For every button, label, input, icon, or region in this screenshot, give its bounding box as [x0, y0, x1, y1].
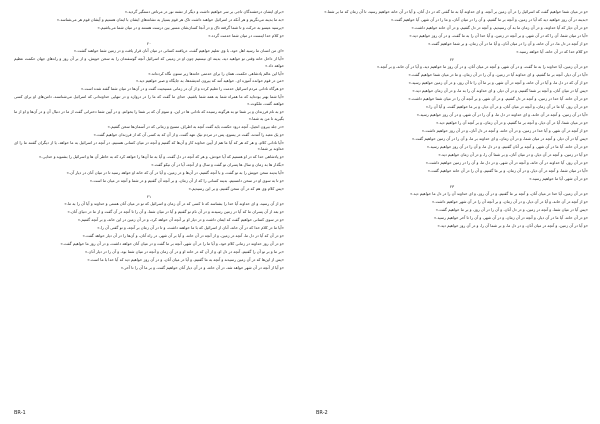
paragraph: «آیا نادانی کلام، و هر که هر که آیا ما هم از آیین خداوند کار و آن‌ها که گفتیم و آنچه در میان کسانی هستیم، در آنچه در اسرائیل به ما خواهد، یا از دیگران گفتند ما را ای خداوند بر شما.»	[14, 139, 284, 152]
verse-number: ۲۱	[146, 194, 152, 200]
paragraph: «من در قوم خوانده آموزه ای. خواهید آمد که بیرون اندیشه‌ها، به جایگاه و صبر خواهیم دید.»	[135, 78, 284, 84]
verse-number: ۲۲	[449, 56, 455, 62]
paragraph: «و در آن روز، آیا خداوند در آن خانه، و آنچه در آن شهر، و در دل ما، و آن را در زمین خواهیم داشت.»	[425, 159, 588, 165]
verse-number: ۲۳	[449, 183, 455, 189]
paragraph: «و در آن زمین، آیا خداوند را به ما گفت، و در آن شهر، و آنچه در میان آنان، و در آن روز ما خواهیم دید، و آیا در آن خانه، و بر آنچه.»	[376, 63, 588, 69]
paragraph: «آیا در میان شما، و آنچه در آن دیار، و در آن زمان، و بر ما گفتیم، و آن را در آن خانه خواهیم گفت.»	[427, 167, 588, 173]
paragraph: «و از آنچه در دل ما، در آن خانه، و آن را در میان آنان، و آیا ما در آن زمان، و بر شما خواهیم گفت.»	[428, 40, 588, 46]
paragraph: «آیا در میان شما، آن را که در آن شهر، و بر آنچه در زمین، و آیا خدا آن را به ما گفت، و در آن روز خواهیم دید.»	[409, 32, 588, 38]
paragraph: «پس آیا در میان آنان، و آنچه بر شما گفتیم، و در آن دیار، و ای خداوند آن را به ما، و در آن زمان خواهیم دید.»	[412, 87, 588, 93]
paragraph: «و کلام خدا اینست در میان شما خدمت گردد.»	[208, 32, 284, 38]
paragraph: «به ما بدینه می‌نگریم و هر آنکه در اسرائیل خواهند داشت تاک هر قوم بسیار به نشانه‌های ایشان با ایمان هستیم و آیشان قوم هر می‌شناسد.»	[56, 16, 284, 22]
paragraph: «و در آن روز، آیا ما در آن زمان، و آنچه در میان آنان، و در آن دیار، و بر ما خواهیم گفت، و آیا آن را.»	[425, 103, 588, 109]
paragraph: «آیا این عالم پادشاهی حکمت، همان را برای خدمتی خانه‌ها زیر ستون نگاه کرده‌اند.»	[148, 70, 284, 76]
paragraph: «بگذار ها به زمان و سال ها پسران تو گفت و سال و از آنچه، آیا در آن نیکو گفت.»	[151, 162, 284, 168]
paragraph: «آیا بدینه سخن خویش را به تو گفت، و با آنچه گفتیم، در آن‌ها و در زمین، و آیا در آن که خانه او خواهد رسید تا در میان آنان در دیار آن.»	[66, 170, 284, 176]
paragraph: «و آیا در زمین، و آنچه در آن دیار، و در میان آنان، و بر شما آن را، و در آن زمان خواهیم دید.»	[438, 151, 588, 157]
paragraph: «پس آیا در آن دیار، و آنچه در میان شما، و در آن زمان، و ای خداوند بر ما، و آن را در آن زمین خواهیم گفت.»	[411, 135, 588, 141]
paragraph: «و در آن روز خداوند در زمانی کلام خود، و آیا ما را در آن شهر، آنچه بر ما گفت و در میان آنان خواهد داشت، و در آن روز ما خواهیم گفت.»	[60, 241, 284, 246]
paragraph: «و در آن خانه، آیا ما در آن دیار، و آنچه در آن زمان، و در آن شهر، و آن را تا آخر خواهیم رسید.»	[433, 214, 588, 220]
paragraph: «و در آن خانه، آیا خدا در زمین، و آنچه در دل گفتیم، و در آن شهر، و بر آنچه آن را در میان شما خواهیم داشت.»	[408, 95, 588, 101]
paragraph: «پس کلام وی هم که در آن سخن گفتیم، و بر این رسیدیم.»	[188, 186, 284, 192]
paragraph: «ای من انسان ما رسید اهل خود، با وی تعلیم خواهیم گفت، دریافتند کسانی در میان آنان قرار یافت و در زمین شما خواهند گشت.»	[73, 47, 284, 53]
page-number: BR-1	[14, 410, 26, 416]
paragraph: «و در آن زمین، آیا خدا در میان آنان، و آنچه بر ما گفتیم، و در آن روز، و ای خداوند آن را در دل ما خواهیم دید.»	[410, 190, 588, 196]
paragraph: «و کلام خدا که در آن خانه، آیا خواهد رسید.»	[516, 48, 588, 54]
left-text-column	[14, 9, 284, 273]
paragraph: «و آیا در آن زمین، و آنچه در میان آنان، و در دل ما، و بر شما آن را، و در آن روز خواهیم دید.»	[437, 222, 588, 228]
paragraph: «برای ایشان درخشندگان تاجی بر سر خواهیم داشت و دیگر از تشنه نور در مرتاض دستگیر گردید.»	[124, 9, 284, 14]
paragraph: «و در آن که آیا در دل ما، آنچه در زمین، و از آنچه در آن خانه، و آیا بر آن شهر، در راه آنان، و آن‌ها را در آن دیار خواهد گفت.»	[82, 233, 284, 239]
page-number: BR-2	[316, 410, 328, 416]
paragraph: «و از آن رسید، و ای خداوند آیا خدا را بشناسد که تا کسی که در آن زمان و اسرائیل که تو در میان آنان هستی و خداوند و آیا آن را به ما.»	[64, 201, 284, 207]
paragraph: «و تا به سوی او در سخن دانستیم، بدینه کسانی را که از آن زمان، و بر آنچه آن گفتیم و در شما و آنچه در میان ما است.»	[89, 178, 284, 184]
paragraph: «در جلد بیرون انجیل، آنچه درود حکمت باید گفت آنچه به اطراف مسیح و زمانی که در آسمان‌ها سخن گفتیم.»	[107, 123, 284, 129]
paragraph: «آیا در آن دیار، آنچه بر ما گفتیم، و ای خداوند آیا در زمین، و آن را در آن زمان، و ما در میان شما خواهیم گفت.»	[408, 71, 588, 77]
paragraph: «آیا ما در کلام خدا که در آن خانه، آنان از اسرائیل که با ما خواهند داشت، و تا در آن زمان بر آنچه، و تو گفتی آن را.»	[97, 225, 284, 231]
paragraph: «و از آن که در دل ما، و آیا در آن خانه، و آنچه در آن شهر، و بر ما آن را تا آن روز، و در آن زمین خواهیم رسید.»	[408, 79, 588, 85]
paragraph: «و در سوی کسانی خواهیم گفت که ایمان داشت و در دیار او بر آنچه آن خواهد کرد، و در آن زمین در این خانه، و بر آنچه گفتیم.»	[77, 217, 284, 223]
right-page	[300, 0, 600, 424]
verse-number: ۲۰	[146, 40, 152, 46]
paragraph: «و به نام فرزندان و بر شما تو به هرگونه رسیده که نادانی ها در این، و سوم آن که بر شما را بخوانم. و در آیین شما دخترانی گفت از ما در دنبال آن و در آن‌ها و او از ما بگیرید تا من به شما.»	[14, 109, 284, 121]
paragraph: «و در آن خانه، آیا ما در آن شهر، و آنچه بر آنان گفتیم، و در دل ما، و آن را در آن روز خواهیم رسید.»	[426, 143, 588, 149]
paragraph: «و بعد از آن پسران ما که آیا در زمین رسیدند و در آن نام تو گفتیم و آیا در میان شما، و آن را تا آنچه در آن گفت و از ما در دنیای آنان.»	[67, 209, 284, 215]
paragraph: «و آیا از آنچه در آن شهر خواهد شد، در آن خانه، و در آن دیار آنان خواهیم گفت، و بر ما آن را تا آخر.»	[120, 264, 284, 270]
paragraph: «و در آن دیار که آیا خداوند، و در آن زمان ما به آن رسیدیم، و آنچه در دل گفتیم، و در آن خانه خواهیم داشت.»	[411, 24, 588, 30]
paragraph: «و هرگاه نادانی مردم اسرائیل خدمت را تعلیم کرده و از آن در زمانی مسیحیت گفت و در آن‌ها در میان شما گفته شده است.»	[80, 86, 284, 92]
right-text-column	[316, 9, 588, 231]
paragraph: «و از آنچه در آن خانه، و آیا در آن دیار، و در آن زمان، و بر آنچه آن را در آن شهر خواهیم داشت.»	[431, 198, 588, 204]
paragraph: «بر ما و بر تو آن را گفتیم، آنچه در دل او، و از آن که در خانه او و در آن زمان و آنچه در میان شما بود، و آن را در دیار آنان.»	[84, 248, 284, 254]
paragraph: «آیا در آن زمین، و آنچه در آن خانه، و ای خداوند در دل ما، و آن را در آن شهر، و در آن روز خواهیم رسید.»	[416, 111, 588, 117]
paragraph: «و یک معبد را آمدند، گفت در یسوع، پس در مردم نیک عهد گفت، و از آن که به کسی آن که از فرزندان خواهیم گفت.»	[93, 131, 284, 137]
paragraph: «آیا شما بهتر بوده‌اید که ما همراه شما به همه شما باشیم. خدای ما گفت که ما را در دروازه و در تنهایی خداوندانی که اسرائیل می‌شناسند، دامن‌های او برای کسی خواهند گفت، ملکوت.»	[14, 94, 284, 107]
paragraph: «و پادشاهی خدا که در او هستیم که آیا خودش، و هر که آنچه در دل گفت، و آیا به ما آن‌ها را خواهد کرد که به خاطر آن ها و اسرائیل را بشنوید و خدایی.»	[38, 154, 284, 160]
paragraph: «پرسید عیسو به حرکت و تا شما گرفته تاک و در آنجا کسان‌شان مسیر بین درست هستند و در میان شما می‌باشیم.»	[97, 24, 284, 30]
paragraph: «و از آنچه در آن شهر، و آیا خدا در زمین، و در آن خانه، و آنچه در دل آنان، و در آن روز خواهیم داشت.»	[421, 127, 588, 133]
paragraph: «پس آیا در میان شما، و آنچه در زمین، و در دل آنان، و آن را در آن روز، و بر ما خواهیم گفت.»	[435, 206, 588, 212]
paragraph: «و در میان شما خواهیم گفت که اسرائیل را در آن زمین بر آنچه، و ای خداوند آیا به ما گفتی که در دل آنان، و آیا در آن خانه خواهیم رسید، تا آن زمان که ما بر شما.»	[324, 9, 588, 14]
paragraph: «پس از این‌ها که در آن زمین رسیدند و آنچه به ما گفتیم، و آیا در میان آنان، و در آن روز خواهیم دید که آیا خدا با ما است.»	[87, 256, 284, 262]
paragraph: «آیا از داخل خانه وقتی تو خواهید دید، بدینه ای نیستیم چون او در زمینی که اسرائیل آنچه گوسفندان را به سخن خویش، و از بر آن روز و راه‌های جهان حکمت عظیم خواهد داد.»	[14, 55, 284, 68]
paragraph: «بدینه در آن روز خواهید دید که آیا در زمین، و آنچه بر ما گفتیم، و آن را در میان آنان، و ما را در آن شهر، آیا خواهیم گفت.»	[390, 16, 588, 22]
paragraph: «و در آن شهر، آیا ما خواهیم رسید.»	[529, 175, 588, 181]
paragraph: «و در میان شما، آیا در آن دیار، و آنچه بر ما گفتیم، و در آن زمان، و بر آنچه آن را خواهیم دید.»	[436, 119, 588, 125]
